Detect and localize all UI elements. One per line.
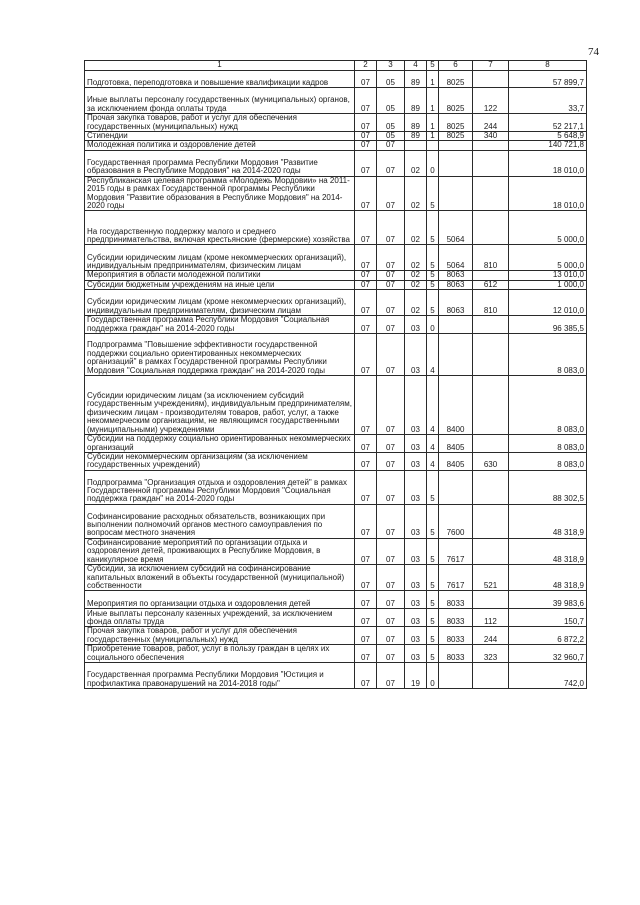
code-section: 07 (355, 280, 377, 289)
table-row (85, 376, 587, 435)
code-section: 07 (355, 88, 377, 114)
code-program: 03 (405, 627, 427, 645)
row-description: Иные выплаты персоналу казенных учреждений, за исключением фонда оплаты труда (85, 609, 355, 627)
amount: 32 960,7 (509, 645, 587, 663)
table-row (85, 663, 587, 689)
table-row (85, 316, 587, 334)
row-description: Субсидии бюджетным учреждениям на иные цели (85, 280, 355, 289)
code-subprogram: 1 (427, 114, 439, 132)
code-article: 8025 (439, 88, 473, 114)
code-subprogram: 5 (427, 470, 439, 504)
code-expense-type (473, 334, 509, 376)
code-subsection: 07 (377, 271, 405, 280)
code-subsection: 07 (377, 290, 405, 316)
code-subprogram: 1 (427, 132, 439, 141)
code-article (439, 334, 473, 376)
code-expense-type (473, 150, 509, 176)
code-section: 07 (355, 627, 377, 645)
row-description: Подпрограмма "Организация отдыха и оздоровления детей" в рамках Государственной программы Республики Мордовия "Социальная поддержка граждан" на 2014-2020 годы (85, 470, 355, 504)
column-header: 1 (85, 61, 355, 71)
amount: 150,7 (509, 609, 587, 627)
row-description: Софинансирование мероприятий по организации отдыха и оздоровления детей, проживающих в Республике Мордовия, в каникулярное время (85, 538, 355, 564)
code-program: 02 (405, 271, 427, 280)
code-program: 19 (405, 663, 427, 689)
code-article: 8063 (439, 290, 473, 316)
code-article: 8405 (439, 453, 473, 471)
code-article: 8405 (439, 435, 473, 453)
code-program: 89 (405, 114, 427, 132)
amount: 48 318,9 (509, 504, 587, 538)
code-expense-type (473, 211, 509, 245)
amount: 5 000,0 (509, 211, 587, 245)
code-article (439, 663, 473, 689)
amount: 57 899,7 (509, 71, 587, 88)
code-article (439, 176, 473, 211)
code-article: 8025 (439, 132, 473, 141)
amount: 13 010,0 (509, 271, 587, 280)
code-expense-type: 122 (473, 88, 509, 114)
code-subprogram: 4 (427, 334, 439, 376)
amount: 8 083,0 (509, 435, 587, 453)
code-expense-type (473, 316, 509, 334)
code-subprogram: 5 (427, 591, 439, 609)
code-expense-type (473, 376, 509, 435)
table-row (85, 114, 587, 132)
code-expense-type: 810 (473, 245, 509, 271)
code-program: 03 (405, 504, 427, 538)
code-subprogram: 5 (427, 504, 439, 538)
code-subprogram: 4 (427, 435, 439, 453)
amount: 5 000,0 (509, 245, 587, 271)
code-expense-type: 244 (473, 114, 509, 132)
column-header: 5 (427, 61, 439, 71)
row-description: Мероприятия в области молодежной политики (85, 271, 355, 280)
code-subsection: 07 (377, 376, 405, 435)
column-header: 3 (377, 61, 405, 71)
code-program: 03 (405, 645, 427, 663)
row-description: Субсидии юридическим лицам (кроме некоммерческих организаций), индивидуальным предпринимателям, физическим лицам (85, 290, 355, 316)
amount: 48 318,9 (509, 538, 587, 564)
code-subsection: 05 (377, 114, 405, 132)
row-description: Прочая закупка товаров, работ и услуг для обеспечения государственных (муниципальных) нужд (85, 114, 355, 132)
column-header: 7 (473, 61, 509, 71)
table-row (85, 245, 587, 271)
row-description: Приобретение товаров, работ, услуг в пользу граждан в целях их социального обеспечения (85, 645, 355, 663)
code-program: 03 (405, 470, 427, 504)
row-description: Иные выплаты персоналу государственных (муниципальных) органов, за исключением фонда оплаты труда (85, 88, 355, 114)
code-subprogram: 5 (427, 645, 439, 663)
code-expense-type (473, 470, 509, 504)
code-article (439, 316, 473, 334)
amount: 8 083,0 (509, 334, 587, 376)
code-subsection: 07 (377, 334, 405, 376)
code-subsection: 07 (377, 645, 405, 663)
code-subprogram: 0 (427, 663, 439, 689)
code-program: 02 (405, 290, 427, 316)
code-program: 03 (405, 376, 427, 435)
code-section: 07 (355, 504, 377, 538)
code-program: 02 (405, 176, 427, 211)
row-description: Мероприятия по организации отдыха и оздоровления детей (85, 591, 355, 609)
code-subprogram (427, 141, 439, 150)
amount: 5 648,9 (509, 132, 587, 141)
code-subsection: 05 (377, 71, 405, 88)
row-description: Подпрограмма "Повышение эффективности государственной поддержки социально ориентированных некоммерческих организаций" в рамках Государственной программы Республики Мордовия "Социальная поддержка граждан" на 2014-2020 годы (85, 334, 355, 376)
code-program (405, 141, 427, 150)
table-row (85, 150, 587, 176)
amount: 742,0 (509, 663, 587, 689)
table-row (85, 435, 587, 453)
row-description: Софинансирование расходных обязательств, возникающих при выполнении полномочий органов местного самоуправления по вопросам местного значения (85, 504, 355, 538)
table-row (85, 470, 587, 504)
table-row (85, 176, 587, 211)
code-subsection: 07 (377, 504, 405, 538)
table-body (85, 71, 587, 689)
code-section: 07 (355, 645, 377, 663)
code-program: 03 (405, 591, 427, 609)
table-row (85, 271, 587, 280)
row-description: Республиканская целевая программа «Молодежь Мордовии» на 2011-2015 годы в рамках Государственной программы Республики Мордовия "Развитие образования в Республике Мордовия" на 2014-2020 годы (85, 176, 355, 211)
code-article: 8033 (439, 627, 473, 645)
code-subprogram: 0 (427, 150, 439, 176)
row-description: Субсидии юридическим лицам (кроме некоммерческих организаций), индивидуальным предпринимателям, физическим лицам (85, 245, 355, 271)
code-subsection: 07 (377, 211, 405, 245)
code-expense-type (473, 271, 509, 280)
code-subsection: 07 (377, 245, 405, 271)
page-number: 74 (588, 46, 599, 58)
code-subprogram: 5 (427, 538, 439, 564)
row-description: Субсидии на поддержку социально ориентированных некоммерческих организаций (85, 435, 355, 453)
amount: 140 721,8 (509, 141, 587, 150)
code-program: 02 (405, 150, 427, 176)
row-description: Подготовка, переподготовка и повышение квалификации кадров (85, 71, 355, 88)
code-expense-type: 112 (473, 609, 509, 627)
code-article (439, 150, 473, 176)
code-section: 07 (355, 470, 377, 504)
code-subprogram: 5 (427, 565, 439, 591)
code-section: 07 (355, 591, 377, 609)
code-section: 07 (355, 663, 377, 689)
code-expense-type (473, 176, 509, 211)
code-article: 7600 (439, 504, 473, 538)
code-expense-type: 340 (473, 132, 509, 141)
code-section: 07 (355, 538, 377, 564)
row-description: На государственную поддержку малого и среднего предпринимательства, включая крестьянские (фермерские) хозяйства (85, 211, 355, 245)
table-row (85, 71, 587, 88)
table-row (85, 538, 587, 564)
code-subsection: 07 (377, 150, 405, 176)
code-program: 03 (405, 609, 427, 627)
code-subsection: 07 (377, 565, 405, 591)
table-row (85, 565, 587, 591)
code-expense-type: 630 (473, 453, 509, 471)
code-subprogram: 5 (427, 280, 439, 289)
code-subprogram: 5 (427, 290, 439, 316)
table-row (85, 88, 587, 114)
code-article: 8063 (439, 271, 473, 280)
code-program: 03 (405, 453, 427, 471)
table-row (85, 132, 587, 141)
code-expense-type (473, 141, 509, 150)
code-section: 07 (355, 435, 377, 453)
code-expense-type: 323 (473, 645, 509, 663)
code-subsection: 07 (377, 627, 405, 645)
code-subsection: 07 (377, 316, 405, 334)
code-program: 02 (405, 245, 427, 271)
code-article: 8063 (439, 280, 473, 289)
code-subsection: 07 (377, 470, 405, 504)
code-subprogram: 0 (427, 316, 439, 334)
table-header-row (85, 61, 587, 71)
code-subsection: 07 (377, 280, 405, 289)
code-expense-type (473, 435, 509, 453)
code-program: 89 (405, 88, 427, 114)
code-subprogram: 4 (427, 453, 439, 471)
code-article: 8033 (439, 645, 473, 663)
code-subprogram: 5 (427, 627, 439, 645)
code-expense-type: 612 (473, 280, 509, 289)
amount: 6 872,2 (509, 627, 587, 645)
code-subsection: 07 (377, 435, 405, 453)
code-article: 8033 (439, 591, 473, 609)
code-expense-type (473, 504, 509, 538)
column-header: 8 (509, 61, 587, 71)
amount: 96 385,5 (509, 316, 587, 334)
table-row (85, 334, 587, 376)
amount: 8 083,0 (509, 376, 587, 435)
code-section: 07 (355, 176, 377, 211)
amount: 52 217,1 (509, 114, 587, 132)
code-article (439, 141, 473, 150)
code-section: 07 (355, 114, 377, 132)
table-row (85, 453, 587, 471)
code-article: 8025 (439, 71, 473, 88)
code-program: 03 (405, 565, 427, 591)
code-subsection: 05 (377, 132, 405, 141)
code-section: 07 (355, 316, 377, 334)
code-program: 89 (405, 132, 427, 141)
code-expense-type: 244 (473, 627, 509, 645)
table-row (85, 504, 587, 538)
code-program: 89 (405, 71, 427, 88)
code-section: 07 (355, 132, 377, 141)
code-subsection: 07 (377, 538, 405, 564)
code-section: 07 (355, 245, 377, 271)
table-row (85, 280, 587, 289)
row-description: Государственная программа Республики Мордовия "Социальная поддержка граждан" на 2014-2020 годы (85, 316, 355, 334)
budget-table (84, 60, 587, 689)
table-row (85, 211, 587, 245)
code-subsection: 05 (377, 88, 405, 114)
table-row (85, 609, 587, 627)
code-section: 07 (355, 150, 377, 176)
table-row (85, 141, 587, 150)
code-subsection: 07 (377, 591, 405, 609)
code-subprogram: 5 (427, 609, 439, 627)
code-section: 07 (355, 565, 377, 591)
code-program: 03 (405, 435, 427, 453)
column-header: 4 (405, 61, 427, 71)
table-row (85, 645, 587, 663)
row-description: Прочая закупка товаров, работ и услуг для обеспечения государственных (муниципальных) нужд (85, 627, 355, 645)
column-header: 2 (355, 61, 377, 71)
code-subprogram: 1 (427, 88, 439, 114)
code-subprogram: 5 (427, 245, 439, 271)
amount: 48 318,9 (509, 565, 587, 591)
amount: 8 083,0 (509, 453, 587, 471)
row-description: Государственная программа Республики Мордовия "Юстиция и профилактика правонарушений на 2014-2018 годы" (85, 663, 355, 689)
code-subprogram: 5 (427, 211, 439, 245)
row-description: Субсидии юридическим лицам (за исключением субсидий государственным учреждениям), индивидуальным предпринимателям, физическим лицам - производителям товаров, работ, услуг, а также некоммерческим организациям, не являющимся государственными (муниципальными) учреждениями (85, 376, 355, 435)
code-expense-type: 810 (473, 290, 509, 316)
code-article: 8025 (439, 114, 473, 132)
code-section: 07 (355, 376, 377, 435)
code-expense-type: 521 (473, 565, 509, 591)
amount: 1 000,0 (509, 280, 587, 289)
amount: 18 010,0 (509, 176, 587, 211)
table-row (85, 627, 587, 645)
code-article (439, 470, 473, 504)
code-section: 07 (355, 211, 377, 245)
amount: 12 010,0 (509, 290, 587, 316)
amount: 18 010,0 (509, 150, 587, 176)
code-section: 07 (355, 334, 377, 376)
table-row (85, 290, 587, 316)
row-description: Молодежная политика и оздоровление детей (85, 141, 355, 150)
code-section: 07 (355, 609, 377, 627)
code-program: 03 (405, 316, 427, 334)
row-description: Субсидии некоммерческим организациям (за исключением государственных учреждений) (85, 453, 355, 471)
code-expense-type (473, 71, 509, 88)
code-section: 07 (355, 453, 377, 471)
row-description: Субсидии, за исключением субсидий на софинансирование капитальных вложений в объекты государственной (муниципальной) собственности (85, 565, 355, 591)
code-article: 5064 (439, 211, 473, 245)
code-subprogram: 5 (427, 271, 439, 280)
code-expense-type (473, 591, 509, 609)
code-expense-type (473, 663, 509, 689)
table-row (85, 591, 587, 609)
code-article: 5064 (439, 245, 473, 271)
code-program: 02 (405, 280, 427, 289)
code-expense-type (473, 538, 509, 564)
amount: 39 983,6 (509, 591, 587, 609)
code-subprogram: 5 (427, 176, 439, 211)
row-description: Стипендии (85, 132, 355, 141)
code-subsection: 07 (377, 141, 405, 150)
code-subsection: 07 (377, 609, 405, 627)
amount: 88 302,5 (509, 470, 587, 504)
code-subprogram: 1 (427, 71, 439, 88)
code-section: 07 (355, 71, 377, 88)
code-section: 07 (355, 290, 377, 316)
amount: 33,7 (509, 88, 587, 114)
code-program: 03 (405, 538, 427, 564)
code-subprogram: 4 (427, 376, 439, 435)
code-article: 8400 (439, 376, 473, 435)
code-article: 8033 (439, 609, 473, 627)
code-program: 02 (405, 211, 427, 245)
code-subsection: 07 (377, 176, 405, 211)
row-description: Государственная программа Республики Мордовия "Развитие образования в Республике Мордовия" на 2014-2020 годы (85, 150, 355, 176)
code-subsection: 07 (377, 663, 405, 689)
code-program: 03 (405, 334, 427, 376)
column-header: 6 (439, 61, 473, 71)
code-article: 7617 (439, 565, 473, 591)
code-article: 7617 (439, 538, 473, 564)
code-section: 07 (355, 141, 377, 150)
code-subsection: 07 (377, 453, 405, 471)
code-section: 07 (355, 271, 377, 280)
